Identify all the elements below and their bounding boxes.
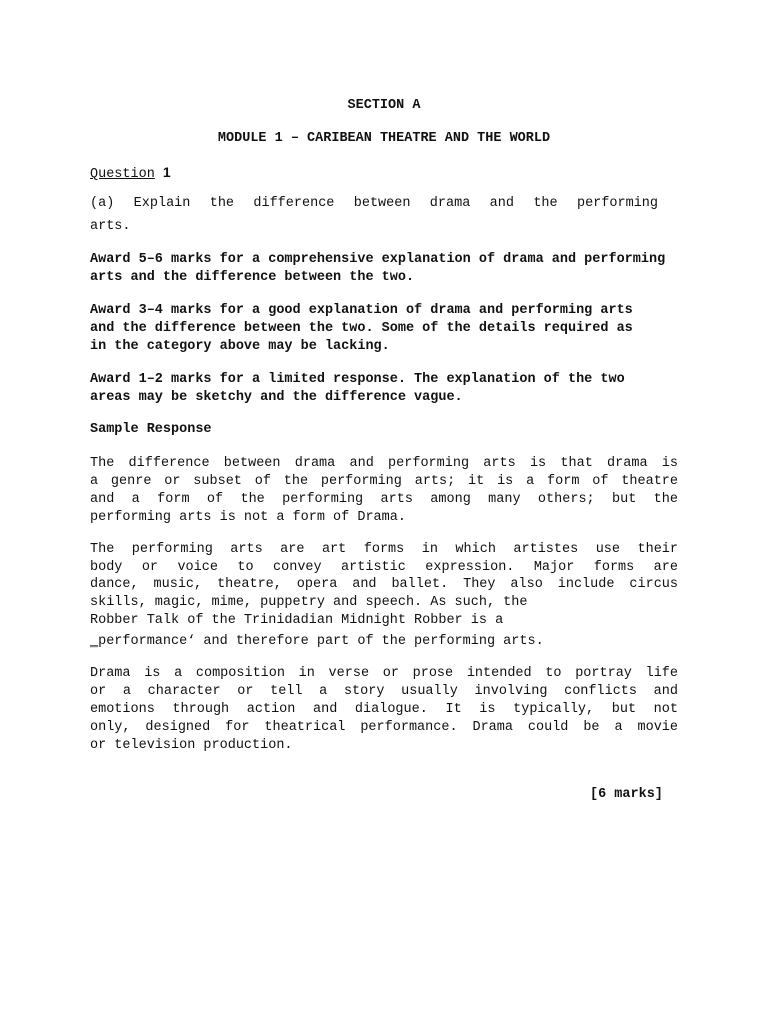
sample-p3-line-1: Drama is a composition in verse or prose intended to portray life [90,666,678,681]
sample-p1-line-3: and a form of the performing arts among many others; but the [90,492,678,507]
section-heading: SECTION A [347,98,421,113]
award-3-4-line-1: Award 3–4 marks for a good explanation of drama and performing arts [90,303,633,318]
question-heading [90,163,171,184]
module-heading: MODULE 1 – CARIBEAN THEATRE AND THE WORLD [217,131,551,146]
sample-p3-line-4: only, designed for theatrical performance. Drama could be a movie [90,720,678,735]
sample-p3-line-5: or television production. [90,738,293,753]
sample-p2-line-5: Robber Talk of the Trinidadian Midnight Robber is a [90,613,504,628]
question-part-a-line-2: arts. [90,219,131,234]
sample-p1-line-4: performing arts is not a form of Drama. [90,510,406,525]
question-part-a-line-1: (a) Explain the difference between drama and the performing [90,196,658,211]
sample-p1-line-2: a genre or subset of the performing arts; it is a form of theatre [90,474,678,489]
question-label: Question [90,167,155,182]
sample-p2-line-3: dance, music, theatre, opera and ballet. They also include circus [90,577,678,592]
award-3-4-line-2: and the difference between the two. Some of the details required as [90,321,633,336]
sample-p2-line-6: ‗performance‘ and therefore part of the performing arts. [90,634,544,649]
award-5-6-line-2: arts and the difference between the two. [90,270,415,285]
sample-response-heading: Sample Response [90,422,212,437]
sample-p2-line-2: body or voice to convey artistic expression. Major forms are [90,560,678,575]
award-3-4-line-3: in the category above may be lacking. [90,339,390,354]
sample-p3-line-2: or a character or tell a story usually involving conflicts and [90,684,678,699]
question-number: 1 [162,164,171,180]
sample-p3-line-3: emotions through action and dialogue. It is typically, but not [90,702,678,717]
sample-p2-line-4: skills, magic, mime, puppetry and speech. As such, the [90,595,528,610]
sample-p2-line-1: The performing arts are art forms in which artistes use their [90,542,678,557]
award-1-2-line-1: Award 1–2 marks for a limited response. The explanation of the two [90,372,625,387]
award-1-2-line-2: areas may be sketchy and the difference vague. [90,390,463,405]
award-5-6-line-1: Award 5–6 marks for a comprehensive explanation of drama and performing [90,252,666,267]
sample-p1-line-1: The difference between drama and performing arts is that drama is [90,456,678,471]
marks-total: [6 marks] [590,787,663,802]
